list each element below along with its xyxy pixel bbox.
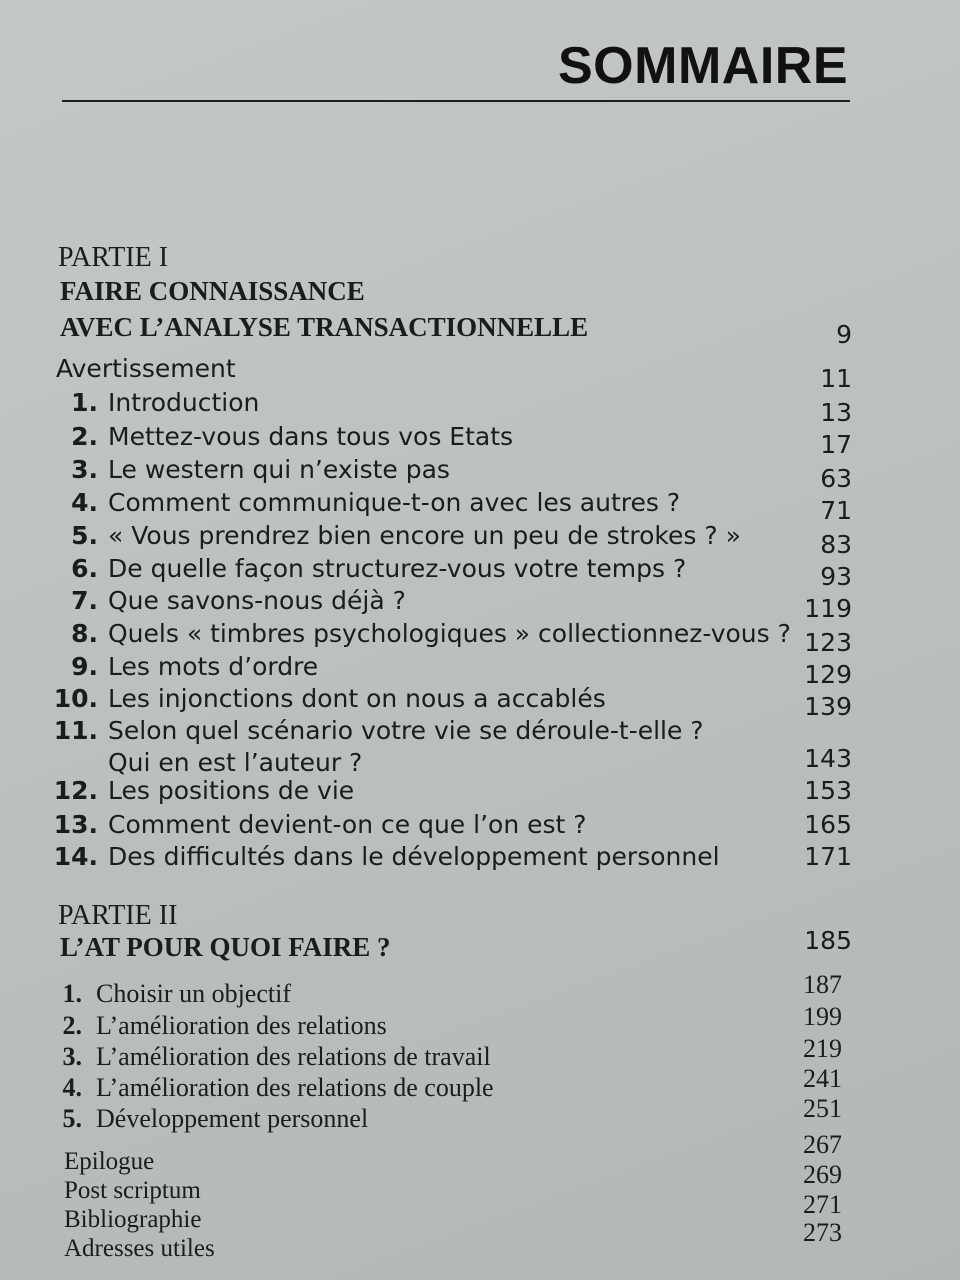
chapter-title: Comment devient-on ce que l’on est ?	[108, 810, 587, 839]
chapter-number: 2.	[62, 1011, 82, 1040]
chapter-page: 119	[804, 594, 852, 623]
part2-page: 185	[804, 926, 852, 955]
chapter-title: Selon quel scénario votre vie se déroule-t-elle ?	[108, 716, 704, 745]
chapter-title: L’amélioration des relations	[96, 1011, 387, 1040]
chapter-number: 6.	[71, 554, 98, 583]
chapter-number: 14.	[53, 842, 98, 871]
chapter-page: 143	[804, 744, 852, 773]
foreword-page: 11	[820, 364, 852, 393]
backmatter-page: 273	[803, 1218, 842, 1247]
page-title: SOMMAIRE	[558, 37, 848, 95]
chapter-page: 13	[820, 398, 852, 427]
chapter-title: Le western qui n’existe pas	[108, 455, 450, 484]
chapter-number: 5.	[71, 521, 98, 550]
chapter-title: Introduction	[108, 388, 260, 417]
chapter-page: 83	[820, 530, 852, 559]
chapter-number: 13.	[53, 810, 98, 839]
chapter-title: Mettez-vous dans tous vos Etats	[108, 422, 514, 451]
chapter-title: Des difficultés dans le développement personnel	[108, 842, 720, 871]
part1-title-line1: FAIRE CONNAISSANCE	[60, 276, 365, 306]
part1-label: PARTIE I	[58, 242, 169, 273]
chapter-title-continued: Qui en est l’auteur ?	[108, 748, 363, 777]
chapter-page: 93	[820, 562, 852, 591]
chapter-page: 165	[804, 810, 852, 839]
chapter-title: L’amélioration des relations de travail	[96, 1042, 491, 1071]
chapter-number: 8.	[71, 619, 98, 648]
chapter-title: De quelle façon structurez-vous votre temps ?	[108, 554, 687, 583]
backmatter-page: 271	[803, 1190, 842, 1219]
backmatter-label: Adresses utiles	[64, 1235, 215, 1262]
chapter-title: L’amélioration des relations de couple	[96, 1073, 494, 1102]
chapter-title: Que savons-nous déjà ?	[108, 586, 406, 615]
part2-title: L’AT POUR QUOI FAIRE ?	[60, 932, 391, 962]
chapter-number: 12.	[53, 776, 98, 805]
chapter-number: 2.	[71, 422, 98, 451]
chapter-page: 63	[820, 464, 852, 493]
chapter-title: Choisir un objectif	[96, 979, 291, 1008]
chapter-title: Quels « timbres psychologiques » collectionnez-vous ?	[108, 619, 791, 648]
chapter-number: 3.	[71, 455, 98, 484]
chapter-number: 3.	[62, 1042, 82, 1071]
chapter-page: 241	[803, 1064, 842, 1093]
chapter-title: Développement personnel	[96, 1104, 369, 1133]
chapter-number: 1.	[71, 388, 98, 417]
chapter-number: 11.	[53, 716, 98, 745]
chapter-number: 4.	[71, 488, 98, 517]
chapter-page: 153	[804, 776, 852, 805]
chapter-page: 219	[803, 1034, 842, 1063]
chapter-number: 4.	[62, 1073, 82, 1102]
chapter-page: 251	[803, 1094, 842, 1123]
backmatter-label: Post scriptum	[64, 1177, 201, 1204]
part1-title-line2: AVEC L’ANALYSE TRANSACTIONNELLE	[60, 312, 589, 342]
chapter-number: 7.	[71, 586, 98, 615]
chapter-number: 5.	[62, 1104, 82, 1133]
chapter-number: 10.	[53, 684, 98, 713]
chapter-page: 129	[804, 660, 852, 689]
chapter-page: 123	[804, 628, 852, 657]
chapter-title: Les positions de vie	[108, 776, 355, 805]
chapter-number: 9.	[71, 652, 98, 681]
chapter-page: 17	[820, 430, 852, 459]
chapter-page: 71	[820, 496, 852, 525]
part1-page: 9	[836, 320, 852, 349]
chapter-page: 171	[804, 842, 852, 871]
chapter-title: Les injonctions dont on nous a accablés	[108, 684, 606, 713]
backmatter-label: Epilogue	[64, 1148, 155, 1175]
title-rule	[62, 100, 850, 102]
chapter-page: 139	[804, 692, 852, 721]
backmatter-label: Bibliographie	[64, 1206, 202, 1233]
chapter-title: Comment communique-t-on avec les autres ?	[108, 488, 681, 517]
chapter-page: 187	[803, 970, 842, 999]
foreword-label: Avertissement	[56, 354, 236, 383]
backmatter-page: 267	[803, 1130, 842, 1159]
backmatter-page: 269	[803, 1160, 842, 1189]
part2-label: PARTIE II	[58, 900, 178, 931]
chapter-title: « Vous prendrez bien encore un peu de strokes ? »	[108, 521, 741, 550]
chapter-page: 199	[803, 1002, 842, 1031]
chapter-number: 1.	[62, 979, 82, 1008]
chapter-title: Les mots d’ordre	[108, 652, 319, 681]
